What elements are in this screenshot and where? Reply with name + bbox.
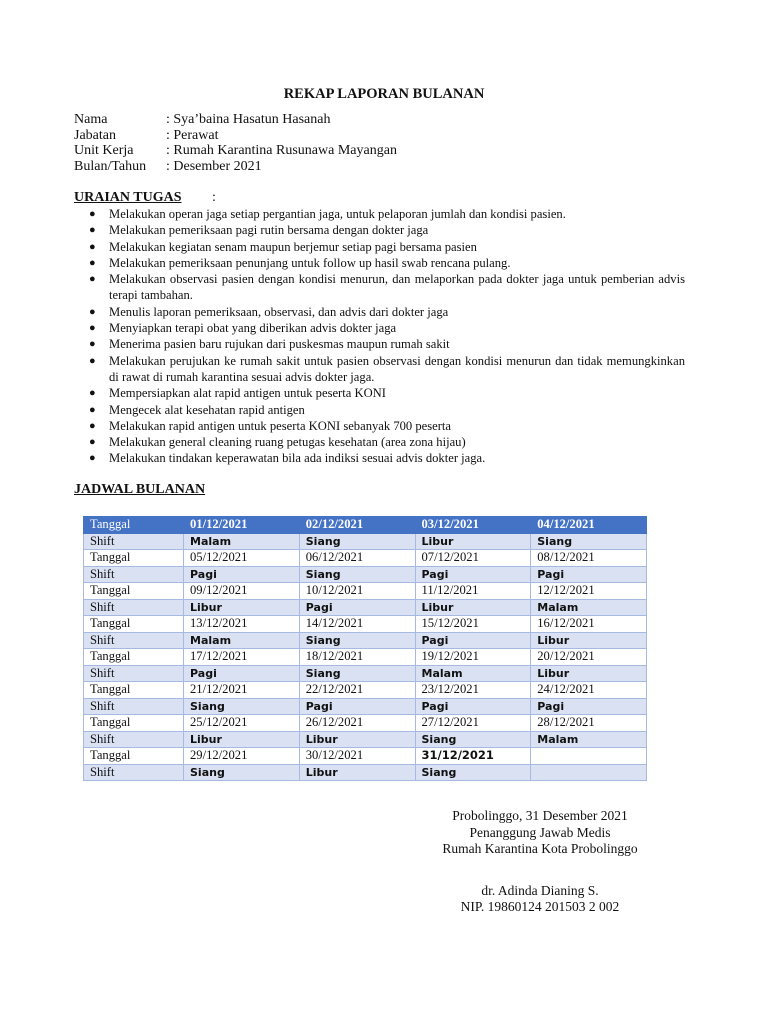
task-item: [74, 222, 685, 238]
identity-row-unit: [74, 143, 397, 159]
shift-cell: Libur: [184, 731, 300, 748]
schedule-shift-row: [84, 731, 647, 748]
identity-label: Nama: [74, 112, 108, 127]
date-cell: 30/12/2021: [299, 748, 415, 765]
schedule-date-row: [84, 583, 647, 600]
task-text: Menerima pasien baru rujukan dari puskesmas maupun rumah sakit: [109, 337, 450, 352]
shift-row-label: Shift: [84, 698, 184, 715]
shift-cell: Pagi: [184, 665, 300, 682]
task-item: [74, 255, 685, 271]
shift-cell: Malam: [184, 632, 300, 649]
bullet-icon: ●: [89, 403, 96, 416]
task-item: [74, 304, 685, 320]
shift-cell: Pagi: [299, 698, 415, 715]
date-row-label: Tanggal: [84, 682, 184, 699]
schedule-date-row: [84, 748, 647, 765]
bullet-icon: ●: [89, 419, 96, 432]
task-text: Menyiapkan terapi obat yang diberikan advis dokter jaga: [109, 321, 397, 336]
schedule-heading: JADWAL BULANAN: [74, 482, 206, 497]
date-cell: 21/12/2021: [184, 682, 300, 699]
shift-cell: Siang: [299, 533, 415, 550]
schedule-date-row: [84, 517, 647, 534]
task-text: Melakukan kegiatan senam maupun berjemur setiap pagi bersama pasien: [109, 239, 477, 254]
date-cell: 06/12/2021: [299, 550, 415, 567]
date-cell: 07/12/2021: [415, 550, 531, 567]
shift-cell: Siang: [299, 632, 415, 649]
task-item: [74, 402, 685, 418]
bullet-icon: ●: [89, 338, 96, 351]
task-item: [74, 450, 685, 466]
shift-cell: [531, 764, 647, 781]
shift-cell: Malam: [531, 599, 647, 616]
shift-cell: Libur: [531, 665, 647, 682]
bullet-icon: ●: [89, 256, 96, 269]
bullet-icon: ●: [89, 322, 96, 335]
signature-block: [440, 808, 640, 916]
shift-row-label: Shift: [84, 566, 184, 583]
bullet-icon: ●: [89, 208, 96, 220]
task-text: Menulis laporan pemeriksaan, observasi, dan advis dari dokter jaga: [109, 304, 449, 319]
tasks-heading-colon: :: [212, 190, 216, 205]
schedule-shift-row: [84, 665, 647, 682]
identity-value: : Desember 2021: [166, 158, 262, 174]
shift-row-label: Shift: [84, 665, 184, 682]
bullet-icon: ●: [89, 305, 96, 318]
task-text: Mempersiapkan alat rapid antigen untuk peserta KONI: [109, 386, 386, 401]
schedule-shift-row: [84, 698, 647, 715]
task-text: Melakukan observasi pasien dengan kondisi menurun, dan melaporkan pada dokter jaga untuk pemberian advis terapi tambahan.: [109, 272, 685, 303]
date-cell: 02/12/2021: [299, 517, 415, 534]
shift-row-label: Shift: [84, 599, 184, 616]
shift-cell: Libur: [415, 599, 531, 616]
shift-row-label: Shift: [84, 533, 184, 550]
date-cell: 08/12/2021: [531, 550, 647, 567]
date-cell: 10/12/2021: [299, 583, 415, 600]
shift-cell: Siang: [299, 566, 415, 583]
shift-cell: Malam: [415, 665, 531, 682]
schedule-date-row: [84, 682, 647, 699]
date-cell: 04/12/2021: [531, 517, 647, 534]
date-cell: 29/12/2021: [184, 748, 300, 765]
schedule-date-row: [84, 616, 647, 633]
shift-cell: Pagi: [531, 566, 647, 583]
date-cell: 05/12/2021: [184, 550, 300, 567]
date-cell: 03/12/2021: [415, 517, 531, 534]
shift-cell: Pagi: [184, 566, 300, 583]
shift-cell: Siang: [415, 764, 531, 781]
identity-block: [74, 112, 397, 174]
bullet-icon: ●: [89, 354, 96, 367]
task-item: [74, 320, 685, 336]
shift-cell: Pagi: [415, 566, 531, 583]
date-row-label: Tanggal: [84, 583, 184, 600]
schedule-shift-row: [84, 566, 647, 583]
signature-institution: Rumah Karantina Kota Probolinggo: [442, 841, 638, 856]
date-cell: 25/12/2021: [184, 715, 300, 732]
date-cell: 28/12/2021: [531, 715, 647, 732]
identity-label: Unit Kerja: [74, 143, 134, 158]
identity-row-name: [74, 112, 397, 128]
shift-cell: Siang: [415, 731, 531, 748]
task-item: [74, 271, 685, 304]
date-cell: 31/12/2021: [415, 748, 531, 765]
task-item: [74, 418, 685, 434]
shift-cell: Siang: [184, 698, 300, 715]
task-list: [74, 206, 685, 467]
date-cell: 19/12/2021: [415, 649, 531, 666]
task-text: Melakukan tindakan keperawatan bila ada indiksi sesuai advis dokter jaga.: [109, 451, 486, 466]
task-text: Melakukan pemeriksaan pagi rutin bersama dengan dokter jaga: [109, 223, 429, 238]
bullet-icon: ●: [89, 224, 96, 237]
date-cell: 14/12/2021: [299, 616, 415, 633]
schedule-date-row: [84, 715, 647, 732]
date-cell: 15/12/2021: [415, 616, 531, 633]
identity-label: Jabatan: [74, 127, 116, 143]
schedule-shift-row: [84, 632, 647, 649]
shift-cell: Libur: [531, 632, 647, 649]
date-cell: 24/12/2021: [531, 682, 647, 699]
schedule-date-row: [84, 550, 647, 567]
shift-cell: Pagi: [415, 698, 531, 715]
date-cell: 22/12/2021: [299, 682, 415, 699]
date-cell: 23/12/2021: [415, 682, 531, 699]
date-cell: 27/12/2021: [415, 715, 531, 732]
identity-value: : Rumah Karantina Rusunawa Mayangan: [166, 143, 397, 158]
date-cell: [531, 748, 647, 765]
date-cell: 26/12/2021: [299, 715, 415, 732]
schedule-shift-row: [84, 764, 647, 781]
date-cell: 01/12/2021: [184, 517, 300, 534]
date-cell: 09/12/2021: [184, 583, 300, 600]
shift-cell: Libur: [184, 599, 300, 616]
shift-row-label: Shift: [84, 764, 184, 781]
date-row-label: Tanggal: [84, 550, 184, 567]
date-cell: 18/12/2021: [299, 649, 415, 666]
shift-cell: Pagi: [299, 599, 415, 616]
date-cell: 13/12/2021: [184, 616, 300, 633]
bullet-icon: ●: [89, 240, 96, 253]
identity-value: : Sya’baina Hasatun Hasanah: [166, 112, 331, 127]
task-text: Melakukan operan jaga setiap pergantian jaga, untuk pelaporan jumlah dan kondisi pasien.: [109, 207, 566, 221]
shift-cell: Siang: [299, 665, 415, 682]
task-item: [74, 385, 685, 401]
date-cell: 12/12/2021: [531, 583, 647, 600]
shift-cell: Malam: [184, 533, 300, 550]
shift-row-label: Shift: [84, 731, 184, 748]
signature-place-date: Probolinggo, 31 Desember 2021: [452, 808, 628, 823]
bullet-icon: ●: [89, 436, 96, 449]
task-text: Mengecek alat kesehatan rapid antigen: [109, 402, 305, 417]
shift-row-label: Shift: [84, 632, 184, 649]
schedule-shift-row: [84, 599, 647, 616]
date-cell: 11/12/2021: [415, 583, 531, 600]
identity-value: : Perawat: [166, 127, 219, 143]
date-cell: 16/12/2021: [531, 616, 647, 633]
bullet-icon: ●: [89, 387, 96, 400]
identity-row-period: [74, 159, 397, 175]
identity-label: Bulan/Tahun: [74, 158, 147, 174]
shift-cell: Libur: [299, 731, 415, 748]
task-item: [74, 239, 685, 255]
task-item: [74, 353, 685, 386]
shift-cell: Siang: [531, 533, 647, 550]
schedule-table: [83, 516, 647, 781]
schedule-table-body: [84, 517, 647, 781]
shift-cell: Libur: [415, 533, 531, 550]
shift-cell: Pagi: [415, 632, 531, 649]
schedule-shift-row: [84, 533, 647, 550]
signature-role: Penanggung Jawab Medis: [469, 824, 611, 840]
tasks-heading-text: URAIAN TUGAS: [74, 190, 182, 205]
identity-row-position: [74, 128, 397, 144]
bullet-icon: ●: [89, 452, 96, 465]
task-text: Melakukan pemeriksaan penunjang untuk follow up hasil swab rencana pulang.: [109, 255, 511, 270]
document-title: REKAP LAPORAN BULANAN: [283, 86, 485, 102]
date-row-label: Tanggal: [84, 748, 184, 765]
task-text: Melakukan rapid antigen untuk peserta KONI sebanyak 700 peserta: [109, 418, 452, 433]
shift-cell: Siang: [184, 764, 300, 781]
task-text: Melakukan general cleaning ruang petugas kesehatan (area zona hijau): [109, 435, 466, 450]
date-row-label: Tanggal: [84, 715, 184, 732]
shift-cell: Malam: [531, 731, 647, 748]
task-item: [74, 206, 685, 222]
date-cell: 17/12/2021: [184, 649, 300, 666]
date-cell: 20/12/2021: [531, 649, 647, 666]
signature-name: dr. Adinda Dianing S.: [481, 882, 599, 898]
shift-cell: Libur: [299, 764, 415, 781]
date-row-label: Tanggal: [84, 616, 184, 633]
task-item: [74, 434, 685, 450]
task-text: Melakukan perujukan ke rumah sakit untuk pasien observasi dengan kondisi menurun dan tidak memungkinkan di rawat di rumah karantina sesuai advis dokter jaga.: [109, 353, 685, 384]
shift-cell: Pagi: [531, 698, 647, 715]
task-item: [74, 336, 685, 352]
signature-space: [440, 858, 640, 883]
signature-nip: NIP. 19860124 201503 2 002: [460, 899, 620, 914]
date-row-label: Tanggal: [84, 649, 184, 666]
schedule-date-row: [84, 649, 647, 666]
bullet-icon: ●: [89, 273, 96, 286]
date-row-label: Tanggal: [84, 517, 184, 534]
tasks-heading: [74, 190, 216, 206]
